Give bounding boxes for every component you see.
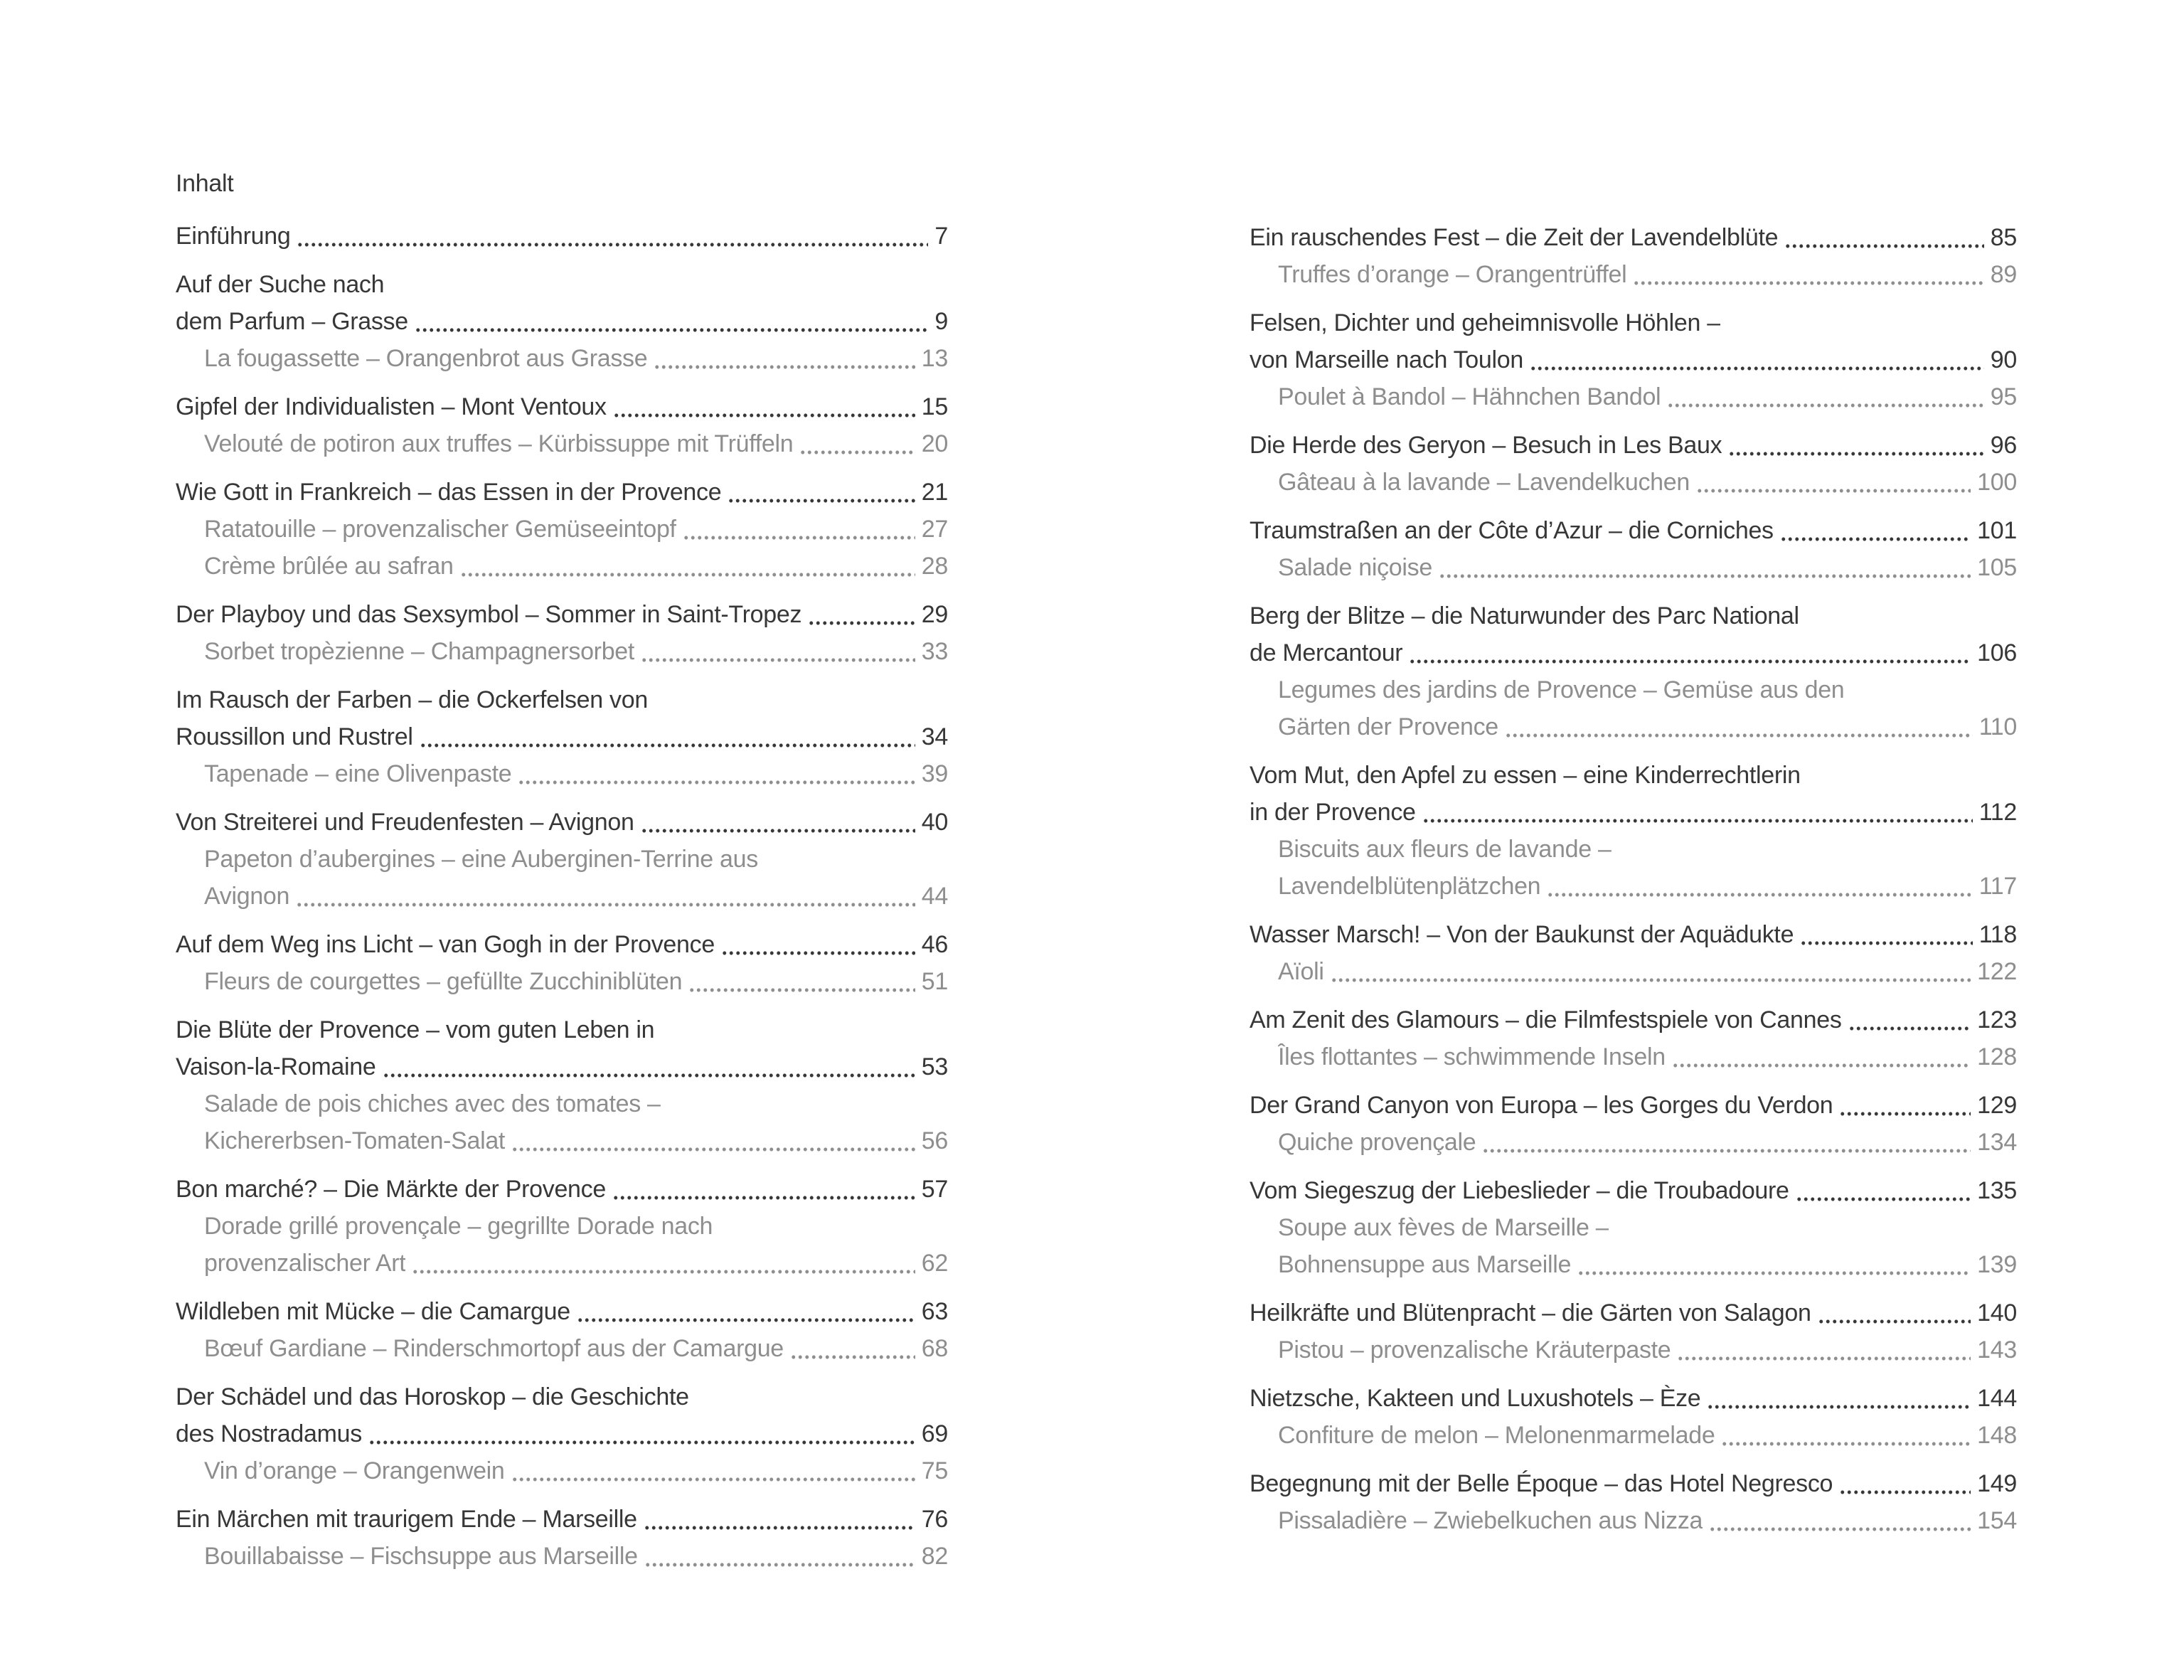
toc-entry-title: Ratatouille – provenzalischer Gemüseeintopf [204,516,676,543]
toc-page-number: 27 [921,516,948,543]
toc-entry-title: Truffes d’orange – Orangentrüffel [1278,261,1627,288]
toc-entry-title: Sorbet tropèzienne – Champagnersorbet [204,638,635,665]
toc-line [1278,549,2017,586]
toc-page-number: 149 [1977,1470,2017,1497]
toc-line [204,755,948,792]
toc-entry-chapter [1250,1465,2017,1502]
toc-line [1250,1172,2017,1209]
toc-line [1278,256,2017,293]
toc-page-number: 68 [921,1335,948,1362]
toc-entry-recipe [1250,953,2017,990]
toc-line [1278,831,2017,868]
dot-leader-icon [367,1415,915,1452]
dot-leader-icon [643,1538,915,1575]
toc-line [1250,1465,2017,1502]
dot-leader-icon [798,425,915,462]
dot-leader-icon [1816,1294,1971,1331]
toc-entry-title: Kichererbsen-Tomaten-Salat [204,1127,506,1154]
dot-leader-icon [381,1048,915,1085]
toc-entry-title: Poulet à Bandol – Hähnchen Bandol [1278,383,1661,410]
dot-leader-icon [413,303,929,340]
toc-page-number: 40 [921,809,948,836]
toc-page-number: 28 [921,553,948,580]
toc-entry-chapter [1250,427,2017,464]
toc-entry-title: dem Parfum – Grasse [176,308,408,335]
toc-line [1250,512,2017,549]
toc-entry-title: Bohnensuppe aus Marseille [1278,1251,1572,1278]
dot-leader-icon [1838,1465,1971,1502]
toc-entry-title: de Mercantour [1250,639,1403,666]
toc-line [176,266,948,303]
toc-entry-title: Aïoli [1278,958,1324,985]
toc-page-number: 76 [921,1506,948,1533]
toc-entry-recipe [1250,671,2017,745]
toc-line [176,1501,948,1538]
toc-line [1250,1294,2017,1331]
dot-leader-icon [516,755,915,792]
toc-page-number: 135 [1977,1177,2017,1204]
dot-leader-icon [1799,916,1973,953]
toc-page-number: 39 [921,760,948,787]
toc-entry-title: Legumes des jardins de Provence – Gemüse aus den [1278,676,1845,703]
toc-entry-recipe [176,1085,948,1159]
toc-entry-title: Fleurs de courgettes – gefüllte Zucchiniblüten [204,968,683,995]
toc-line [176,1293,948,1330]
dot-leader-icon [1705,1380,1971,1417]
toc-entry-chapter [1250,757,2017,831]
toc-entry-title: Begegnung mit der Belle Époque – das Hotel Negresco [1250,1470,1833,1497]
toc-page-number: 51 [921,968,948,995]
toc-line [204,1452,948,1489]
toc-page-number: 148 [1977,1422,2017,1449]
toc-page-number: 62 [921,1250,948,1277]
toc-entry-recipe [176,963,948,1000]
toc-entry-chapter [1250,512,2017,549]
toc-page-number: 7 [934,223,948,250]
dot-leader-icon [639,633,915,670]
toc-entry-title: Gâteau à la lavande – Lavendelkuchen [1278,469,1690,496]
toc-page-number: 140 [1977,1299,2017,1327]
toc-page-number: 117 [1978,873,2017,900]
toc-line [1278,1124,2017,1161]
toc-page-number: 110 [1978,713,2017,740]
toc-entry-title: Einführung [176,223,291,250]
toc-entry-chapter [1250,916,2017,953]
toc-line [204,548,948,585]
toc-entry-chapter [176,1378,948,1452]
dot-leader-icon [1727,427,1983,464]
toc-entry-chapter [176,474,948,511]
toc-entry-chapter [1250,1172,2017,1209]
toc-entry-chapter [176,804,948,841]
toc-entry-title: Nietzsche, Kakteen und Luxushotels – Èze [1250,1385,1701,1412]
dot-leader-icon [1783,219,1984,256]
toc-page-number: 100 [1977,469,2017,496]
toc-page-number: 123 [1977,1006,2017,1033]
toc-entry-title: Gipfel der Individualisten – Mont Ventoux [176,393,607,420]
dot-leader-icon [295,218,928,255]
toc-entry-title: in der Provence [1250,799,1416,826]
toc-entry-recipe [1250,549,2017,586]
toc-line [1250,916,2017,953]
toc-entry-recipe [1250,256,2017,293]
toc-line [204,878,948,915]
toc-line [176,388,948,425]
toc-entry-chapter [1250,597,2017,671]
toc-entry-recipe [1250,1502,2017,1539]
toc-entry-recipe [1250,1209,2017,1283]
dot-leader-icon [1481,1124,1971,1161]
toc-line [1250,304,2017,341]
toc-page-number: 9 [934,308,948,335]
toc-entry-recipe [176,548,948,585]
toc-entry-recipe [176,755,948,792]
toc-line [1250,341,2017,378]
dot-leader-icon [1666,378,1983,415]
dot-leader-icon [681,511,915,548]
toc-line [204,1208,948,1245]
toc-page-number: 154 [1977,1507,2017,1534]
toc-line [204,1122,948,1159]
dot-leader-icon [687,963,915,1000]
toc-entry-chapter [1250,1380,2017,1417]
toc-entry-title: Crème brûlée au safran [204,553,454,580]
toc-line [1250,219,2017,256]
toc-line [204,1330,948,1367]
toc-page-number: 44 [921,883,948,910]
toc-line [176,1415,948,1452]
dot-leader-icon [510,1122,915,1159]
toc-entry-title: Ein Märchen mit traurigem Ende – Marseille [176,1506,637,1533]
toc-entry-title: Im Rausch der Farben – die Ockerfelsen von [176,686,648,713]
toc-line [176,1011,948,1048]
dot-leader-icon [806,596,915,633]
toc-line [204,511,948,548]
toc-entry-chapter [176,1011,948,1085]
toc-entry-title: Der Playboy und das Sexsymbol – Sommer in Saint-Tropez [176,601,802,628]
toc-page-number: 101 [1977,517,2017,544]
toc-line [204,1538,948,1575]
toc-line [1250,794,2017,831]
toc-entry-title: Vin d’orange – Orangenwein [204,1457,505,1484]
toc-page-number: 29 [921,601,948,628]
toc-page-number: 129 [1977,1092,2017,1119]
dot-leader-icon [1708,1502,1971,1539]
toc-line [176,303,948,340]
toc-line [1250,1087,2017,1124]
toc-entry-recipe [1250,1331,2017,1368]
dot-leader-icon [1794,1172,1971,1209]
toc-line [204,425,948,462]
toc-entry-chapter [176,926,948,963]
toc-entry-title: Die Blüte der Provence – vom guten Leben in [176,1016,655,1043]
dot-leader-icon [459,548,915,585]
dot-leader-icon [789,1330,915,1367]
toc-page-number: 46 [921,931,948,958]
toc-entry-recipe [176,340,948,377]
toc-page-number: 122 [1977,958,2017,985]
toc-page-number: 90 [1990,346,2017,373]
toc-entry-chapter [176,1501,948,1538]
toc-line [1250,757,2017,794]
toc-entry-title: Lavendelblütenplätzchen [1278,873,1541,900]
toc-entry-title: Vom Siegeszug der Liebeslieder – die Troubadoure [1250,1177,1789,1204]
toc-page-number: 96 [1990,432,2017,459]
toc-entry-title: Gärten der Provence [1278,713,1498,740]
toc-page-number: 89 [1990,261,2017,288]
toc-page-number: 21 [921,479,948,506]
toc-entry-title: Salade de pois chiches avec des tomates – [204,1090,661,1117]
toc-entry-title: Bouillabaisse – Fischsuppe aus Marseille [204,1543,638,1570]
dot-leader-icon [720,926,915,963]
toc-page-number: 57 [921,1176,948,1203]
toc-line [204,963,948,1000]
toc-entry-title: Pissaladière – Zwiebelkuchen aus Nizza [1278,1507,1703,1534]
toc-line [176,804,948,841]
toc-page-number: 33 [921,638,948,665]
toc-entry-title: Am Zenit des Glamours – die Filmfestspiele von Cannes [1250,1006,1842,1033]
toc-page-number: 95 [1990,383,2017,410]
toc-line [1278,953,2017,990]
toc-page-number: 82 [921,1543,948,1570]
toc-entry-title: Avignon [204,883,290,910]
toc-line [204,1085,948,1122]
toc-line [1250,597,2017,634]
toc-entry-title: Vom Mut, den Apfel zu essen – eine Kinderrechtlerin [1250,762,1801,789]
toc-line [1278,868,2017,905]
toc-entry-chapter [1250,219,2017,256]
toc-entry-chapter [176,681,948,755]
dot-leader-icon [652,340,915,377]
toc-page-number: 34 [921,723,948,750]
toc-line [1250,1001,2017,1038]
toc-entry-chapter [1250,1001,2017,1038]
toc-entry-title: Confiture de melon – Melonenmarmelade [1278,1422,1715,1449]
toc-entry-title: Wie Gott in Frankreich – das Essen in der Provence [176,479,722,506]
toc-page-number: 134 [1977,1129,2017,1156]
toc-page-number: 143 [1977,1336,2017,1363]
dot-leader-icon [575,1293,915,1330]
dot-leader-icon [1329,953,1971,990]
toc-line [204,633,948,670]
toc-line [176,596,948,633]
toc-entry-chapter [1250,304,2017,378]
dot-leader-icon [1676,1331,1971,1368]
toc-page-number: 112 [1978,799,2017,826]
toc-entry-title: Biscuits aux fleurs de lavande – [1278,836,1612,863]
toc-column-right [1250,219,2017,1539]
toc-entry-title: Berg der Blitze – die Naturwunder des Parc National [1250,602,1799,629]
toc-entry-recipe [1250,1124,2017,1161]
dot-leader-icon [1545,868,1972,905]
toc-page-number: 69 [921,1420,948,1447]
toc-column-left [176,165,948,1575]
toc-line [1250,634,2017,671]
dot-leader-icon [1631,256,1983,293]
toc-page-number: 105 [1977,554,2017,581]
dot-leader-icon [1779,512,1971,549]
toc-line [1250,427,2017,464]
toc-entry-chapter [176,596,948,633]
toc-entry-title: Auf der Suche nach [176,271,385,298]
dot-leader-icon [1720,1417,1971,1454]
toc-page-number: 63 [921,1298,948,1325]
toc-entry-recipe [176,1330,948,1367]
toc-entry-recipe [176,633,948,670]
dot-leader-icon [1838,1087,1971,1124]
toc-entry-title: Pistou – provenzalische Kräuterpaste [1278,1336,1671,1363]
dot-leader-icon [294,878,915,915]
toc-line [1278,708,2017,745]
toc-entry-recipe [1250,1038,2017,1075]
toc-entry-title: Die Herde des Geryon – Besuch in Les Baux [1250,432,1722,459]
toc-line [1278,1246,2017,1283]
toc-entry-title: Der Grand Canyon von Europa – les Gorges du Verdon [1250,1092,1833,1119]
dot-leader-icon [1671,1038,1971,1075]
toc-entry-title: Tapenade – eine Olivenpaste [204,760,512,787]
toc-entry-recipe [1250,378,2017,415]
toc-entries-left [176,218,948,1575]
toc-entry-recipe [176,1208,948,1282]
dot-leader-icon [639,804,915,841]
toc-entry-title: Wasser Marsch! – Von der Baukunst der Aquädukte [1250,921,1794,948]
page-title: Inhalt [176,170,234,197]
dot-leader-icon [418,718,915,755]
toc-line [176,218,948,255]
toc-line [176,681,948,718]
dot-leader-icon [510,1452,915,1489]
toc-line [1250,1380,2017,1417]
toc-entry-title: Îles flottantes – schwimmende Inseln [1278,1043,1666,1070]
toc-entry-recipe [1250,1417,2017,1454]
toc-line [204,1245,948,1282]
dot-leader-icon [726,474,915,511]
toc-entry-title: Soupe aux fèves de Marseille – [1278,1214,1609,1241]
toc-line [176,718,948,755]
toc-entry-chapter [176,388,948,425]
toc-page-number: 15 [921,393,948,420]
dot-leader-icon [611,1171,915,1208]
dot-leader-icon [642,1501,915,1538]
toc-entry-title: Traumstraßen an der Côte d’Azur – die Corniches [1250,517,1774,544]
toc-entry-chapter [176,1171,948,1208]
toc-line [1278,464,2017,501]
dot-leader-icon [1528,341,1984,378]
toc-line [1278,1038,2017,1075]
toc-entry-title: Papeton d’aubergines – eine Auberginen-Terrine aus [204,846,758,873]
dot-leader-icon [410,1245,915,1282]
toc-entry-recipe [176,841,948,915]
toc-line [1278,1502,2017,1539]
toc-line [176,1171,948,1208]
toc-entry-title: Roussillon und Rustrel [176,723,413,750]
toc-entry-chapter [1250,1087,2017,1124]
toc-entry-recipe [1250,464,2017,501]
toc-entry-title: Velouté de potiron aux truffes – Kürbissuppe mit Trüffeln [204,430,794,457]
toc-entry-title: Ein rauschendes Fest – die Zeit der Lavendelblüte [1250,224,1779,251]
toc-entry-chapter [176,1293,948,1330]
toc-entry-title: Vaison-la-Romaine [176,1053,376,1080]
toc-page-number: 118 [1978,921,2017,948]
toc-entry-title: Bœuf Gardiane – Rinderschmortopf aus der Camargue [204,1335,784,1362]
toc-page-number: 106 [1977,639,2017,666]
dot-leader-icon [1407,634,1971,671]
toc-line [1278,1417,2017,1454]
toc-entry-title: Der Schädel und das Horoskop – die Geschichte [176,1383,689,1410]
toc-page-number: 56 [921,1127,948,1154]
toc-line [176,1378,948,1415]
toc-entry-title: Quiche provençale [1278,1129,1476,1156]
toc-page-number: 75 [921,1457,948,1484]
dot-leader-icon [1695,464,1971,501]
toc-entry-title: Von Streiterei und Freudenfesten – Avignon [176,809,634,836]
toc-entry-title: des Nostradamus [176,1420,362,1447]
toc-line [204,841,948,878]
toc-page-number: 139 [1977,1251,2017,1278]
toc-entry-title: Bon marché? – Die Märkte der Provence [176,1176,606,1203]
toc-entry-recipe [176,1538,948,1575]
toc-line [1278,1331,2017,1368]
dot-leader-icon [1503,708,1973,745]
toc-entry-title: Felsen, Dichter und geheimnisvolle Höhlen – [1250,309,1720,336]
toc-entry-title: La fougassette – Orangenbrot aus Grasse [204,345,648,372]
toc-entry-title: provenzalischer Art [204,1250,406,1277]
toc-line [176,474,948,511]
toc-entry-title: Auf dem Weg ins Licht – van Gogh in der Provence [176,931,715,958]
toc-entry-chapter [176,266,948,340]
toc-entry-chapter [1250,1294,2017,1331]
toc-entry-recipe [1250,831,2017,905]
toc-line [176,926,948,963]
toc-page-number: 53 [921,1053,948,1080]
toc-entry-title: Heilkräfte und Blütenpracht – die Gärten von Salagon [1250,1299,1811,1327]
toc-entry-recipe [176,425,948,462]
toc-entry-title: Wildleben mit Mücke – die Camargue [176,1298,570,1325]
dot-leader-icon [1421,794,1973,831]
toc-page-number: 85 [1990,224,2017,251]
toc-entry-recipe [176,511,948,548]
toc-entry-recipe [176,1452,948,1489]
toc-line [204,340,948,377]
toc-entry-title: von Marseille nach Toulon [1250,346,1523,373]
dot-leader-icon [1437,549,1971,586]
toc-line [1278,378,2017,415]
toc-page-number: 20 [921,430,948,457]
dot-leader-icon [1576,1246,1971,1283]
toc-line [1278,671,2017,708]
toc-entries-right [1250,219,2017,1539]
toc-entry-title: Dorade grillé provençale – gegrillte Dorade nach [204,1213,713,1240]
toc-page-number: 13 [921,345,948,372]
toc-entry-chapter [176,218,948,255]
toc-line [176,1048,948,1085]
toc-line [1278,1209,2017,1246]
dot-leader-icon [612,388,915,425]
toc-entry-title: Salade niçoise [1278,554,1432,581]
toc-page-number: 144 [1977,1385,2017,1412]
toc-page-number: 128 [1977,1043,2017,1070]
dot-leader-icon [1847,1001,1971,1038]
